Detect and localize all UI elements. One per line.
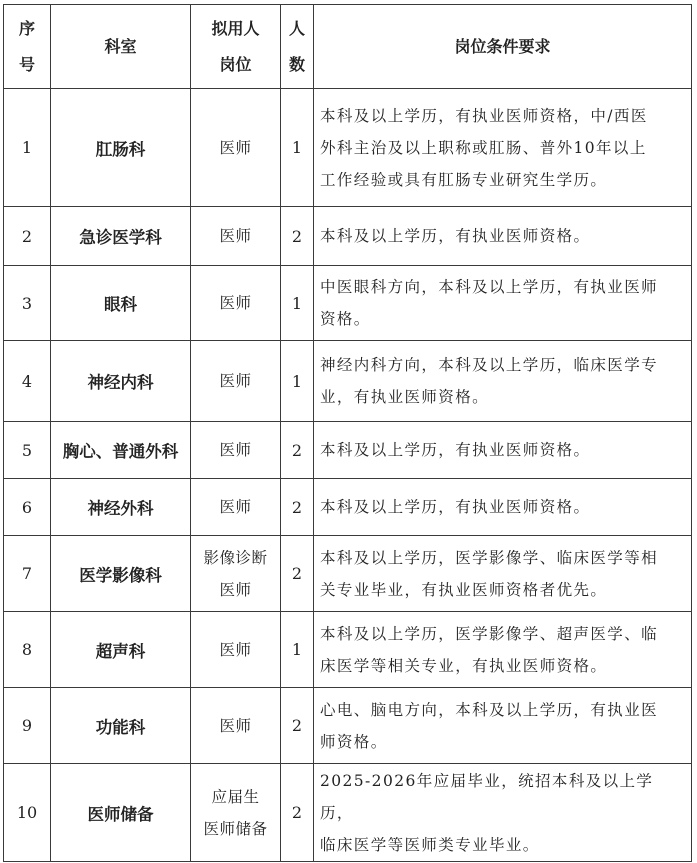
headcount: 1	[281, 266, 314, 341]
position-line: 医师	[219, 227, 252, 245]
recruitment-table	[3, 4, 692, 862]
position-line: 医师	[219, 441, 252, 459]
requirements	[314, 764, 692, 862]
table-row	[4, 266, 692, 341]
position-line: 医师	[219, 640, 252, 659]
headcount: 1	[281, 341, 314, 422]
table-row	[4, 479, 692, 536]
table-row	[4, 688, 692, 764]
requirements	[314, 536, 692, 612]
requirements	[314, 612, 692, 688]
position-line: 医师	[219, 372, 252, 390]
row-number: 7	[4, 536, 51, 612]
position-line: 医师	[219, 580, 252, 599]
position-line: 影像诊断	[203, 548, 268, 567]
position-name	[191, 536, 281, 612]
position-name	[191, 764, 281, 862]
requirement-line: 本科及以上学历，有执业医师资格，中/西医	[320, 106, 648, 125]
row-number: 2	[4, 207, 51, 266]
requirement-line: 业，有执业医师资格。	[320, 388, 490, 406]
position-name	[191, 207, 281, 266]
header-row	[4, 5, 692, 89]
requirement-line: 本科及以上学历，有执业医师资格。	[320, 441, 591, 459]
department-name: 超声科	[51, 612, 191, 688]
table-row	[4, 341, 692, 422]
headcount: 2	[281, 422, 314, 479]
headcount: 1	[281, 612, 314, 688]
table-row	[4, 536, 692, 612]
requirements	[314, 207, 692, 266]
department-name: 肛肠科	[51, 89, 191, 207]
requirement-line: 2025-2026年应届毕业，统招本科及以上学历，	[320, 771, 654, 822]
requirement-line: 本科及以上学历，医学影像学、临床医学等相	[320, 548, 659, 567]
table-row	[4, 612, 692, 688]
requirements	[314, 688, 692, 764]
position-name	[191, 266, 281, 341]
headcount: 2	[281, 536, 314, 612]
position-line: 医师储备	[203, 819, 268, 838]
row-number: 8	[4, 612, 51, 688]
requirement-line: 床医学等相关专业，有执业医师资格。	[320, 656, 608, 675]
requirements	[314, 479, 692, 536]
row-number: 9	[4, 688, 51, 764]
position-name	[191, 479, 281, 536]
requirement-line: 资格。	[320, 310, 371, 328]
requirements	[314, 89, 692, 207]
requirement-line: 本科及以上学历，医学影像学、超声医学、临	[320, 624, 659, 643]
row-number: 5	[4, 422, 51, 479]
position-name	[191, 688, 281, 764]
requirement-line: 外科主治及以上职称或肛肠、普外10年以上	[320, 138, 647, 157]
row-number: 3	[4, 266, 51, 341]
department-name: 功能科	[51, 688, 191, 764]
header-position: 拟用人 岗位	[191, 5, 281, 89]
header-count: 人 数	[281, 5, 314, 89]
headcount: 2	[281, 688, 314, 764]
department-name: 胸心、普通外科	[51, 422, 191, 479]
requirement-line: 师资格。	[320, 732, 388, 751]
department-name: 神经外科	[51, 479, 191, 536]
row-number: 4	[4, 341, 51, 422]
requirement-line: 临床医学等医师类专业毕业。	[320, 835, 540, 854]
requirement-line: 心电、脑电方向，本科及以上学历，有执业医	[320, 700, 659, 719]
headcount: 2	[281, 207, 314, 266]
position-line: 医师	[219, 294, 252, 312]
position-line: 应届生	[211, 787, 260, 806]
position-name	[191, 341, 281, 422]
position-line: 医师	[219, 716, 252, 735]
department-name: 医师储备	[51, 764, 191, 862]
headcount: 1	[281, 89, 314, 207]
header-requirements: 岗位条件要求	[314, 5, 692, 89]
requirement-line: 工作经验或具有肛肠专业研究生学历。	[320, 170, 608, 189]
row-number: 6	[4, 479, 51, 536]
headcount: 2	[281, 764, 314, 862]
row-number: 10	[4, 764, 51, 862]
requirement-line: 关专业毕业，有执业医师资格者优先。	[320, 580, 608, 599]
position-line: 医师	[219, 138, 252, 157]
department-name: 神经内科	[51, 341, 191, 422]
position-name	[191, 422, 281, 479]
position-line: 医师	[219, 498, 252, 516]
department-name: 医学影像科	[51, 536, 191, 612]
position-name	[191, 612, 281, 688]
row-number: 1	[4, 89, 51, 207]
table-row	[4, 764, 692, 862]
headcount: 2	[281, 479, 314, 536]
department-name: 急诊医学科	[51, 207, 191, 266]
requirements	[314, 341, 692, 422]
header-dept: 科室	[51, 5, 191, 89]
requirement-line: 本科及以上学历，有执业医师资格。	[320, 227, 591, 245]
department-name: 眼科	[51, 266, 191, 341]
requirements	[314, 422, 692, 479]
header-seq: 序 号	[4, 5, 51, 89]
requirement-line: 本科及以上学历，有执业医师资格。	[320, 498, 591, 516]
table-row	[4, 207, 692, 266]
requirement-line: 神经内科方向，本科及以上学历，临床医学专	[320, 356, 659, 374]
table-row	[4, 89, 692, 207]
table-row	[4, 422, 692, 479]
requirements	[314, 266, 692, 341]
requirement-line: 中医眼科方向，本科及以上学历，有执业医师	[320, 278, 659, 296]
position-name	[191, 89, 281, 207]
